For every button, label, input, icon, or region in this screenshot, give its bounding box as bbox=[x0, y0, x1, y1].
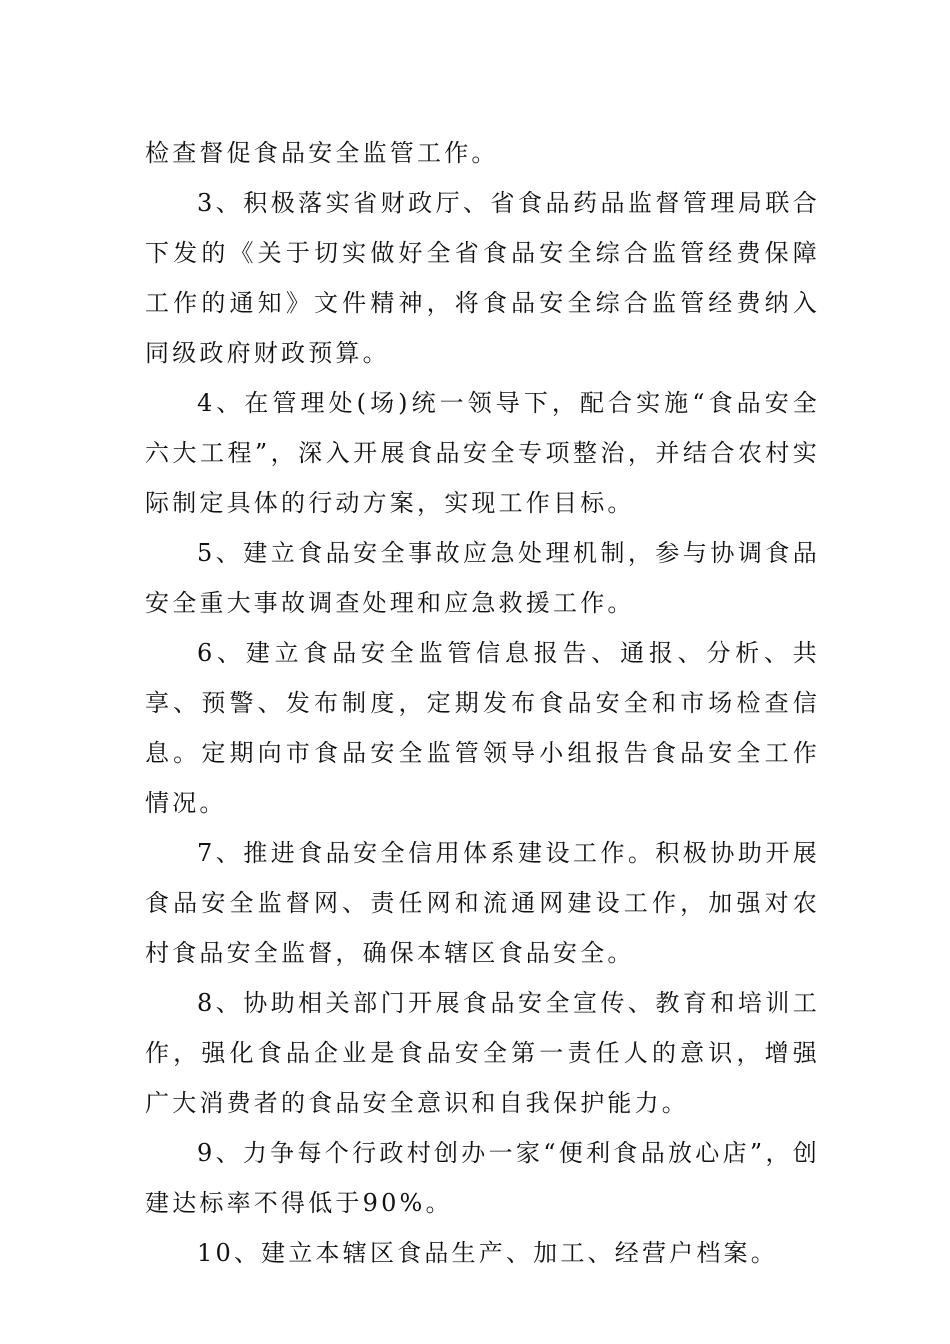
paragraph-item-7: 7、推进食品安全信用体系建设工作。积极协助开展食品安全监督网、责任网和流通网建设工作，加强对农村食品安全监督，确保本辖区食品安全。 bbox=[145, 839, 820, 967]
paragraph-item-9: 9、力争每个行政村创办一家“便利食品放心店”，创建达标率不得低于90%。 bbox=[145, 1139, 820, 1217]
document-page bbox=[145, 128, 820, 1278]
paragraph-item-8: 8、协助相关部门开展食品安全宣传、教育和培训工作，强化食品企业是食品安全第一责任人的意识，增强广大消费者的食品安全意识和自我保护能力。 bbox=[145, 989, 820, 1117]
paragraph-item-3: 3、积极落实省财政厅、省食品药品监督管理局联合下发的《关于切实做好全省食品安全综合监管经费保障工作的通知》文件精神，将食品安全综合监管经费纳入同级政府财政预算。 bbox=[145, 189, 820, 367]
paragraph-continuation: 检查督促食品安全监管工作。 bbox=[145, 139, 499, 167]
paragraph-item-4: 4、在管理处(场)统一领导下，配合实施“食品安全六大工程”，深入开展食品安全专项整治，并结合农村实际制定具体的行动方案，实现工作目标。 bbox=[145, 389, 820, 517]
paragraph-item-5: 5、建立食品安全事故应急处理机制，参与协调食品安全重大事故调查处理和应急救援工作。 bbox=[145, 539, 820, 617]
paragraph-item-10: 10、建立本辖区食品生产、加工、经营户档案。 bbox=[197, 1239, 778, 1267]
paragraph-item-6: 6、建立食品安全监管信息报告、通报、分析、共享、预警、发布制度，定期发布食品安全和市场检查信息。定期向市食品安全监管领导小组报告食品安全工作情况。 bbox=[145, 639, 820, 817]
